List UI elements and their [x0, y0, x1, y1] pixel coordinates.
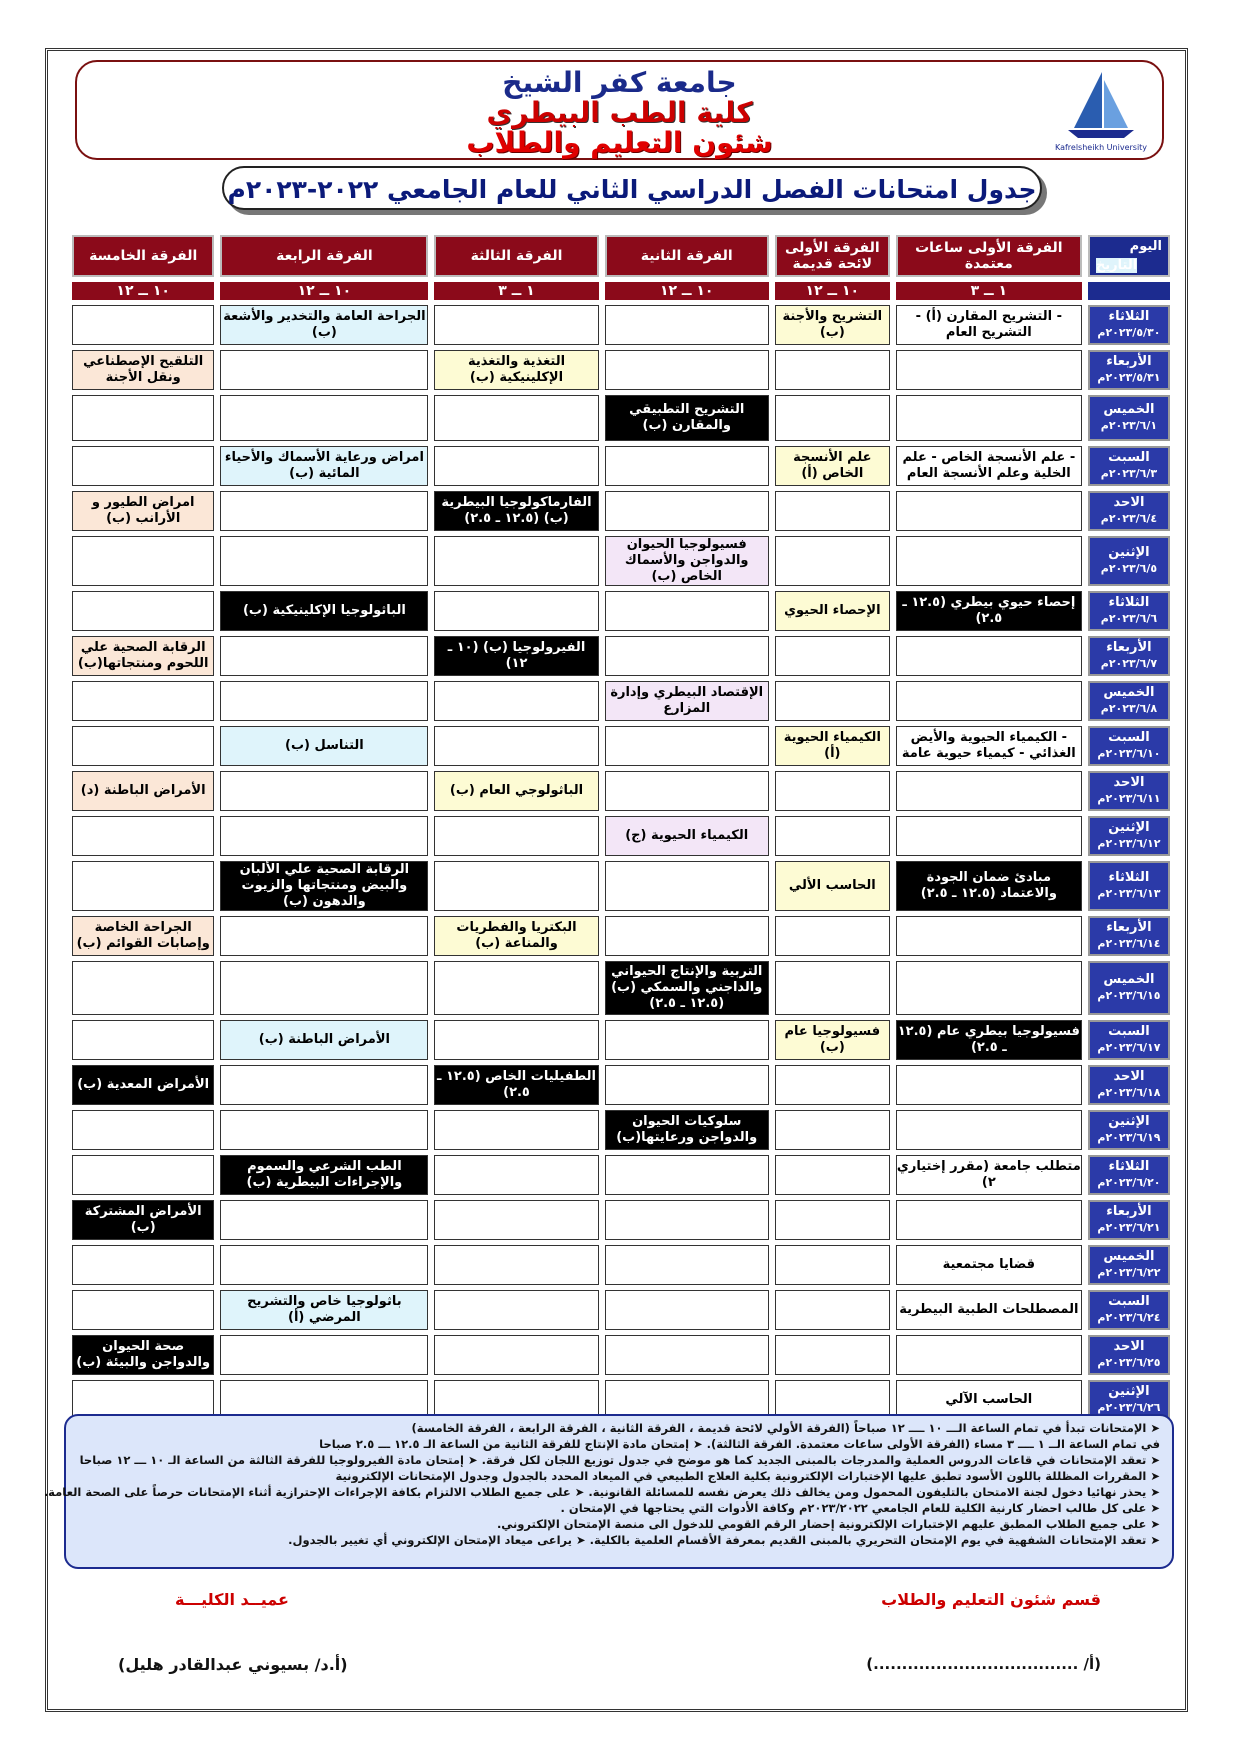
day-name: الخميس [1103, 685, 1155, 700]
note-line: ➤ المقررات المظللة باللون الأسود تطبق عليها الإختبارات الإلكترونية بكلية العلاج الطبيعي في الميعاد المحدد بالجدول وجدول الإمتحانات الإلكترونية [335, 1469, 1160, 1483]
column-time: ١٠ ــ ١٢ [605, 282, 769, 300]
exam-cell: الطفيليات الخاص (١٢.٥ ـ ٢.٥) [434, 1065, 598, 1105]
table-row [72, 1290, 1170, 1330]
note-line: ➤ تعقد الإمتحانات الشفهية في يوم الإمتحان التحريري بالمبنى القديم بمعرفة الأقسام العلمية بالكلية. ➤ يراعى ميعاد الإمتحان الإلكتروني أي تغيير بالجدول. [288, 1533, 1160, 1547]
exam-cell [896, 1065, 1082, 1105]
day-date: ٢٠٢٣/٦/١٤م [1097, 937, 1161, 950]
dept-title: قسم شئون التعليم والطلاب [881, 1590, 1101, 1609]
day-date: ٢٠٢٣/٦/٥م [1100, 562, 1158, 575]
day-date: ٢٠٢٣/٦/٨م [1100, 702, 1158, 715]
exam-cell [72, 591, 214, 631]
note-line: ➤ على جميع الطلاب المطبق عليهم الإختبارات الإلكترونية إحضار الرقم القومي للدخول الى منصة الإمتحان الإلكتروني. [496, 1517, 1160, 1531]
exam-cell: الأمراض المعدية (ب) [72, 1065, 214, 1105]
time-corner [1088, 282, 1170, 300]
day-cell [1088, 636, 1170, 676]
day-date: ٢٠٢٣/٦/٢٠م [1097, 1176, 1161, 1189]
table-row [72, 1335, 1170, 1375]
exam-cell [220, 1245, 428, 1285]
day-cell [1088, 916, 1170, 956]
exam-cell [434, 591, 598, 631]
exam-cell [220, 771, 428, 811]
exam-cell [72, 1155, 214, 1195]
day-name: الإثنين [1108, 820, 1150, 835]
exam-cell [605, 491, 769, 531]
table-row [72, 961, 1170, 1015]
table-row [72, 491, 1170, 531]
dept-name: (أ/ ....................................) [866, 1655, 1101, 1673]
exam-cell: - التشريح المقارن (أ) - التشريح العام [896, 305, 1082, 345]
table-row [72, 636, 1170, 676]
table-row [72, 1200, 1170, 1240]
exam-cell [220, 1065, 428, 1105]
exam-cell [775, 350, 890, 390]
exam-cell [220, 816, 428, 856]
exam-cell [72, 726, 214, 766]
exam-cell [434, 536, 598, 586]
exam-cell [775, 771, 890, 811]
exam-cell [220, 1110, 428, 1150]
table-row [72, 536, 1170, 586]
day-date: ٢٠٢٣/٦/٧م [1100, 657, 1158, 670]
day-cell [1088, 446, 1170, 486]
exam-cell: الباثولوجي العام (ب) [434, 771, 598, 811]
exam-cell [605, 1335, 769, 1375]
exam-cell [434, 681, 598, 721]
day-name: الثلاثاء [1108, 309, 1150, 324]
exam-cell [434, 1335, 598, 1375]
exam-cell [775, 491, 890, 531]
day-name: الثلاثاء [1108, 1159, 1150, 1174]
day-name: السبت [1108, 1024, 1150, 1039]
exam-cell [220, 681, 428, 721]
exam-cell [896, 681, 1082, 721]
exam-cell [434, 816, 598, 856]
exam-cell [72, 681, 214, 721]
exam-cell: الجراحة الخاصة وإصابات القوائم (ب) [72, 916, 214, 956]
dean-title: عميــد الكليـــة [175, 1590, 289, 1609]
column-header: الفرقة الرابعة [220, 235, 428, 277]
exam-cell: التغذية والتغذية الإكلينيكية (ب) [434, 350, 598, 390]
exam-cell [775, 681, 890, 721]
exam-cell: المصطلحات الطبية البيطرية [896, 1290, 1082, 1330]
exam-cell: الباثولوجيا الإكلينيكية (ب) [220, 591, 428, 631]
exam-cell [434, 726, 598, 766]
exam-cell [605, 1290, 769, 1330]
exam-cell: متطلب جامعة (مقرر إختياري ٢) [896, 1155, 1082, 1195]
exam-cell [434, 395, 598, 441]
table-row [72, 816, 1170, 856]
exam-cell: الرقابة الصحية علي اللحوم ومنتجاتها(ب) [72, 636, 214, 676]
exam-cell [434, 1245, 598, 1285]
exam-cell: التلقيح الإصطناعي ونقل الأجنة [72, 350, 214, 390]
exam-cell [72, 395, 214, 441]
exam-cell [434, 1290, 598, 1330]
exam-cell [605, 1155, 769, 1195]
exam-cell [605, 726, 769, 766]
note-line: ➤ تعقد الإمتحانات في قاعات الدروس العملية والمدرجات بالمبنى الجديد كما هو موضح في جدول توزيع اللجان لكل فرقة. ➤ إمتحان مادة الفيرولوجيا للفرقة الثالثة من الساعة الـ ١٠ ـــ ١٢ صباحا [79, 1453, 1160, 1467]
day-name: السبت [1108, 730, 1150, 745]
exam-cell [775, 636, 890, 676]
exam-cell [72, 861, 214, 911]
exam-schedule-table [66, 230, 1176, 1425]
day-cell [1088, 1110, 1170, 1150]
exam-cell: الرقابة الصحية علي الألبان والبيض ومنتجاتها والزيوت والدهون (ب) [220, 861, 428, 911]
day-date: ٢٠٢٣/٦/٢٥م [1097, 1356, 1161, 1369]
day-cell [1088, 491, 1170, 531]
day-date: ٢٠٢٣/٦/١٥م [1097, 989, 1161, 1002]
day-cell [1088, 681, 1170, 721]
exam-cell: الإحصاء الحيوي [775, 591, 890, 631]
exam-cell [896, 1110, 1082, 1150]
day-cell [1088, 726, 1170, 766]
table-row [72, 1110, 1170, 1150]
day-name: السبت [1108, 450, 1150, 465]
day-date: ٢٠٢٣/٦/١م [1100, 419, 1158, 432]
day-name: الثلاثاء [1108, 870, 1150, 885]
column-time: ١٠ ــ ١٢ [72, 282, 214, 300]
exam-cell [434, 1200, 598, 1240]
day-date: ٢٠٢٣/٦/١٢م [1097, 837, 1161, 850]
day-cell [1088, 1020, 1170, 1060]
table-row [72, 771, 1170, 811]
exam-cell [434, 961, 598, 1015]
exam-cell [896, 636, 1082, 676]
exam-cell [220, 491, 428, 531]
exam-cell [434, 1020, 598, 1060]
exam-cell: قضايا مجتمعية [896, 1245, 1082, 1285]
exam-cell: سلوكيات الحيوان والدواجن ورعايتها(ب) [605, 1110, 769, 1150]
note-line: ➤ يحذر نهائيا دخول لجنة الامتحان بالتليفون المحمول ومن يخالف ذلك يعرض نفسه للمسائلة القانونية. ➤ على جميع الطلاب الالتزام بكافة الإجراءات الإحترازية أثناء الإمتحانات حرصاً على الصحة العامة. [43, 1485, 1160, 1499]
exam-cell [220, 350, 428, 390]
exam-cell [605, 861, 769, 911]
day-name: الخميس [1103, 1249, 1155, 1264]
exam-cell: فسيولوجيا بيطري عام (١٢.٥ ـ ٢.٥) [896, 1020, 1082, 1060]
exam-cell: إحصاء حيوي بيطري (١٢.٥ ـ ٢.٥) [896, 591, 1082, 631]
exam-cell [434, 1110, 598, 1150]
exam-cell [775, 1155, 890, 1195]
exam-cell [775, 961, 890, 1015]
day-name: الأربعاء [1106, 1204, 1152, 1219]
exam-cell [72, 536, 214, 586]
day-cell [1088, 771, 1170, 811]
exam-cell [72, 446, 214, 486]
exam-cell [434, 1155, 598, 1195]
exam-cell [605, 350, 769, 390]
day-date: ٢٠٢٣/٦/١٨م [1097, 1086, 1161, 1099]
exam-cell [434, 305, 598, 345]
exam-cell: الطب الشرعي والسموم والإجراءات البيطرية (ب) [220, 1155, 428, 1195]
exam-cell [220, 916, 428, 956]
exam-cell [605, 446, 769, 486]
affairs-title: شئون التعليم والطلاب [466, 126, 773, 159]
exam-cell [220, 636, 428, 676]
day-date: ٢٠٢٣/٦/٢٢م [1097, 1266, 1161, 1279]
exam-cell [775, 536, 890, 586]
day-cell [1088, 591, 1170, 631]
day-name: الخميس [1103, 972, 1155, 987]
exam-cell [220, 1200, 428, 1240]
exam-cell: الإقتصاد البيطري وإدارة المزارع [605, 681, 769, 721]
day-date: ٢٠٢٣/٥/٣٠م [1097, 326, 1161, 339]
day-date: ٢٠٢٣/٦/٣م [1100, 467, 1158, 480]
exam-cell [72, 1110, 214, 1150]
table-row [72, 350, 1170, 390]
day-name: الاحد [1113, 1339, 1145, 1354]
column-time: ١٠ ــ ١٢ [775, 282, 890, 300]
day-name: الأربعاء [1106, 640, 1152, 655]
exam-cell: مبادئ ضمان الجودة والاعتماد (١٢.٥ ـ ٢.٥) [896, 861, 1082, 911]
exam-cell [896, 916, 1082, 956]
exam-cell [896, 350, 1082, 390]
table-row [72, 395, 1170, 441]
note-line: في تمام الساعة الــ ١ ــــ ٣ مساء (الفرقة الأولى ساعات معتمدة. الفرقة الثالثة). ➤ إمتحان مادة الإنتاج للفرقة الثانية من الساعة الـ ١٢.٥ ـــ ٢.٥ صباحا [319, 1437, 1160, 1451]
day-name: السبت [1108, 1294, 1150, 1309]
table-row [72, 1065, 1170, 1105]
exam-cell [775, 816, 890, 856]
column-header: الفرقة الأولى ساعات معتمدة [896, 235, 1082, 277]
exam-cell: علم الأنسجة الخاص (أ) [775, 446, 890, 486]
day-date: ٢٠٢٣/٦/١٧م [1097, 1041, 1161, 1054]
exam-cell [896, 536, 1082, 586]
exam-cell [72, 1290, 214, 1330]
exam-cell: الفارماكولوجيا البيطرية (ب) (١٢.٥ ـ ٢.٥) [434, 491, 598, 531]
column-header: الفرقة الخامسة [72, 235, 214, 277]
exam-cell [605, 636, 769, 676]
exam-cell: الحاسب الآلي [896, 1380, 1082, 1420]
exam-cell: التناسل (ب) [220, 726, 428, 766]
exam-cell [896, 816, 1082, 856]
exam-cell: فسيولوجيا الحيوان والدواجن والأسماك الخاص (ب) [605, 536, 769, 586]
day-cell [1088, 816, 1170, 856]
day-cell [1088, 536, 1170, 586]
exam-cell: التشريح والأجنة (ب) [775, 305, 890, 345]
exam-cell [220, 961, 428, 1015]
exam-cell [605, 1020, 769, 1060]
day-date: ٢٠٢٣/٦/٢١م [1097, 1221, 1161, 1234]
table-row [72, 916, 1170, 956]
exam-cell: الأمراض الباطنة (د) [72, 771, 214, 811]
exam-cell [434, 861, 598, 911]
day-cell [1088, 395, 1170, 441]
exam-cell: التربية والإنتاج الحيواني والداجني والسمكي (ب) (١٢.٥ ـ ٢.٥) [605, 961, 769, 1015]
exam-cell: - الكيمياء الحيوية والأيض الغذائي - كيمياء حيوية عامة [896, 726, 1082, 766]
exam-cell: صحة الحيوان والدواجن والبيئة (ب) [72, 1335, 214, 1375]
exam-cell: الكيمياء الحيوية (ج) [605, 816, 769, 856]
day-cell [1088, 1200, 1170, 1240]
day-date: ٢٠٢٣/٦/٢٤م [1097, 1311, 1161, 1324]
day-date: ٢٠٢٣/٦/٢٦م [1097, 1401, 1161, 1414]
exam-cell [220, 536, 428, 586]
day-cell [1088, 861, 1170, 911]
table-row [72, 446, 1170, 486]
exam-cell: الجراحة العامة والتخدير والأشعة (ب) [220, 305, 428, 345]
exam-cell [605, 1065, 769, 1105]
exam-cell: - علم الأنسجة الخاص - علم الخلية وعلم الأنسجة العام [896, 446, 1082, 486]
day-name: الإثنين [1108, 1384, 1150, 1399]
day-cell [1088, 1155, 1170, 1195]
exam-cell: الحاسب الألي [775, 861, 890, 911]
column-header: الفرقة الأولى لائحة قديمة [775, 235, 890, 277]
faculty-name: كلية الطب البيطري [486, 96, 753, 129]
exam-cell [434, 446, 598, 486]
exam-cell [775, 916, 890, 956]
exam-cell [605, 916, 769, 956]
exam-cell: الكيمياء الحيوية (أ) [775, 726, 890, 766]
day-date: ٢٠٢٣/٦/١٠م [1097, 747, 1161, 760]
table-row [72, 681, 1170, 721]
table-row [72, 591, 1170, 631]
day-date: ٢٠٢٣/٦/٤م [1100, 512, 1158, 525]
day-name: الاحد [1113, 495, 1145, 510]
exam-cell: البكتريا والفطريات والمناعة (ب) [434, 916, 598, 956]
exam-cell [775, 1245, 890, 1285]
exam-cell [605, 771, 769, 811]
exam-cell [220, 395, 428, 441]
table-row [72, 861, 1170, 911]
exam-cell [605, 305, 769, 345]
exam-cell: الفيرولوجيا (ب) (١٠ ـ ١٢) [434, 636, 598, 676]
exam-cell [72, 961, 214, 1015]
day-date: ٢٠٢٣/٦/١١م [1097, 792, 1161, 805]
exam-cell [896, 491, 1082, 531]
exam-cell [896, 1335, 1082, 1375]
day-cell [1088, 350, 1170, 390]
day-date: ٢٠٢٣/٦/١٩م [1097, 1131, 1161, 1144]
svg-text:Kafrelsheikh University: Kafrelsheikh University [1054, 143, 1148, 152]
day-cell [1088, 1065, 1170, 1105]
schedule-title: جدول امتحانات الفصل الدراسي الثاني للعام الجامعي ٢٠٢٢-٢٠٢٣م [222, 166, 1042, 210]
note-line: ➤ الإمتحانات تبدأ في تمام الساعة الـــ ١٠ ــــ ١٢ صباحاً (الفرقة الأولي لائحة قديمة ، الفرقة الثانية ، الفرقة الرابعة ، الفرقة الخامسة) [411, 1421, 1160, 1435]
day-name: الإثنين [1108, 545, 1150, 560]
day-name: الاحد [1113, 1069, 1145, 1084]
exam-cell [896, 961, 1082, 1015]
exam-cell: فسيولوجيا عام (ب) [775, 1020, 890, 1060]
exam-cell: التشريح التطبيقي والمقارن (ب) [605, 395, 769, 441]
exam-cell [220, 1335, 428, 1375]
day-date: ٢٠٢٣/٦/١٣م [1097, 887, 1161, 900]
exam-cell [775, 1110, 890, 1150]
exam-cell: امراض الطيور و الأرانب (ب) [72, 491, 214, 531]
dean-name: (أ.د/ بسيوني عبدالقادر هليل) [118, 1655, 348, 1674]
exam-cell [775, 395, 890, 441]
exam-cell: امراض ورعاية الأسماك والأحياء المائية (ب) [220, 446, 428, 486]
exam-cell [896, 395, 1082, 441]
schedule-body [72, 305, 1170, 1420]
day-name: الأربعاء [1106, 920, 1152, 935]
exam-cell [775, 1290, 890, 1330]
column-header: الفرقة الثانية [605, 235, 769, 277]
column-header: الفرقة الثالثة [434, 235, 598, 277]
exam-cell: الأمراض المشتركة (ب) [72, 1200, 214, 1240]
day-name: الثلاثاء [1108, 595, 1150, 610]
day-cell [1088, 1245, 1170, 1285]
notes-box [43, 1414, 1174, 1569]
exam-cell [72, 816, 214, 856]
day-cell [1088, 961, 1170, 1015]
table-row [72, 305, 1170, 345]
table-row [72, 1020, 1170, 1060]
exam-cell [775, 1200, 890, 1240]
column-time: ١٠ ــ ١٢ [220, 282, 428, 300]
day-name: الإثنين [1108, 1114, 1150, 1129]
exam-cell [72, 1020, 214, 1060]
column-time: ١ ــ ٣ [896, 282, 1082, 300]
exam-cell [896, 1200, 1082, 1240]
day-cell [1088, 305, 1170, 345]
exam-cell [775, 1065, 890, 1105]
day-date: ٢٠٢٣/٦/٦م [1100, 612, 1158, 625]
column-time: ١ ــ ٣ [434, 282, 598, 300]
day-cell [1088, 1290, 1170, 1330]
exam-cell [896, 771, 1082, 811]
exam-cell [72, 305, 214, 345]
note-line: ➤ على كل طالب احضار كارنية الكلية للعام الجامعي ٢٠٢٣/٢٠٢٢م وكافة الأدوات التي يحتاجها في الإمتحان . [560, 1501, 1160, 1515]
day-cell [1088, 1335, 1170, 1375]
table-row [72, 1155, 1170, 1195]
exam-cell: الأمراض الباطنة (ب) [220, 1020, 428, 1060]
day-name: الخميس [1103, 402, 1155, 417]
table-row [72, 1245, 1170, 1285]
table-row [72, 726, 1170, 766]
corner-header: اليوم التاريخ [1088, 235, 1170, 277]
exam-cell [72, 1245, 214, 1285]
day-name: الأربعاء [1106, 354, 1152, 369]
header-banner [75, 60, 1164, 160]
exam-cell [605, 1200, 769, 1240]
exam-cell [605, 591, 769, 631]
day-date: ٢٠٢٣/٥/٣١م [1097, 371, 1161, 384]
day-name: الاحد [1113, 775, 1145, 790]
exam-cell [605, 1245, 769, 1285]
exam-cell: باثولوجيا خاص والتشريح المرضي (أ) [220, 1290, 428, 1330]
university-name: جامعة كفر الشيخ [502, 66, 737, 99]
exam-cell [775, 1335, 890, 1375]
